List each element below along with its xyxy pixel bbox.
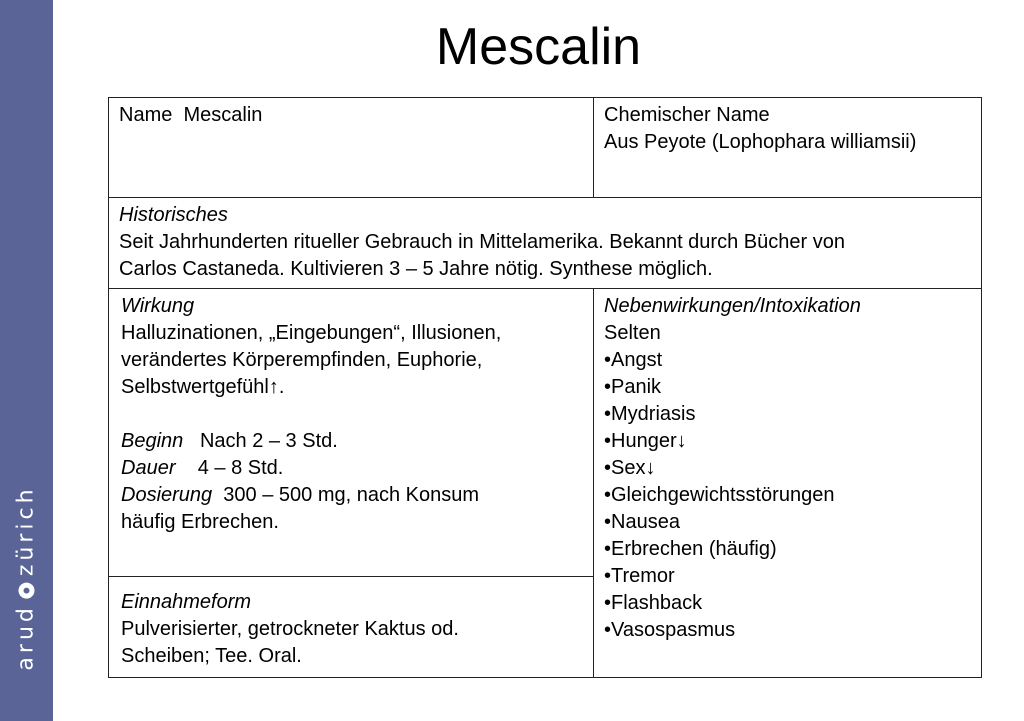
dosage-line-2: häufig Erbrechen. (121, 511, 279, 533)
brand-word-arud: arud (13, 604, 39, 671)
list-item: •Mydriasis (604, 403, 696, 425)
cell-intake-form (108, 576, 594, 678)
brand-logo-text (14, 485, 39, 670)
effect-heading: Wirkung (121, 295, 195, 317)
side-effects-list (604, 347, 971, 644)
duration-label: Dauer (121, 457, 176, 479)
intake-heading: Einnahmeform (121, 591, 252, 613)
effect-line-1: Halluzinationen, „Eingebungen“, Illusionen, (121, 322, 502, 344)
effect-spacer (121, 401, 583, 428)
chemical-heading: Chemischer Name (604, 104, 770, 126)
name-label: Name Mescalin (119, 104, 263, 126)
cell-history (108, 197, 982, 289)
list-item: •Erbrechen (häufig) (604, 538, 777, 560)
history-line-2: Carlos Castaneda. Kultivieren 3 – 5 Jahre nötig. Synthese möglich. (119, 258, 713, 280)
brand-word-zurich: zürich (13, 485, 39, 577)
list-item: •Angst (604, 349, 663, 371)
page-title: Mescalin (435, 18, 642, 76)
list-item: •Nausea (604, 511, 680, 533)
list-item: •Hunger↓ (604, 430, 687, 452)
history-heading: Historisches (119, 204, 228, 226)
dosage-row (121, 482, 583, 509)
brand-flower-icon (18, 582, 34, 598)
sidebar-band (0, 0, 53, 721)
side-effects-heading: Nebenwirkungen/Intoxikation (604, 295, 861, 317)
list-item: •Tremor (604, 565, 675, 587)
dosage-label: Dosierung (121, 484, 213, 506)
dosage-value: 300 – 500 mg, nach Konsum (212, 484, 480, 506)
chemical-text: Aus Peyote (Lophophara williamsii) (604, 131, 917, 153)
cell-side-effects (593, 288, 982, 678)
onset-value: Nach 2 – 3 Std. (183, 430, 338, 452)
history-line-1: Seit Jahrhunderten ritueller Gebrauch in Mittelamerika. Bekannt durch Bücher von (119, 231, 845, 253)
cell-chemical-name (593, 97, 982, 198)
list-item: •Flashback (604, 592, 703, 614)
list-item: •Panik (604, 376, 662, 398)
duration-value: 4 – 8 Std. (175, 457, 284, 479)
effect-line-3: Selbstwertgefühl↑. (121, 376, 285, 398)
duration-row (121, 455, 583, 482)
intake-line-2: Scheiben; Tee. Oral. (121, 645, 302, 667)
cell-name (108, 97, 594, 198)
effect-line-2: verändertes Körperempfinden, Euphorie, (121, 349, 483, 371)
onset-row (121, 428, 583, 455)
intake-line-1: Pulverisierter, getrockneter Kaktus od. (121, 618, 459, 640)
list-item: •Sex↓ (604, 457, 656, 479)
cell-effect (108, 288, 594, 577)
list-item: •Gleichgewichtsstörungen (604, 484, 835, 506)
onset-label: Beginn (121, 430, 184, 452)
side-effects-subheading: Selten (604, 322, 661, 344)
list-item: •Vasospasmus (604, 619, 736, 641)
